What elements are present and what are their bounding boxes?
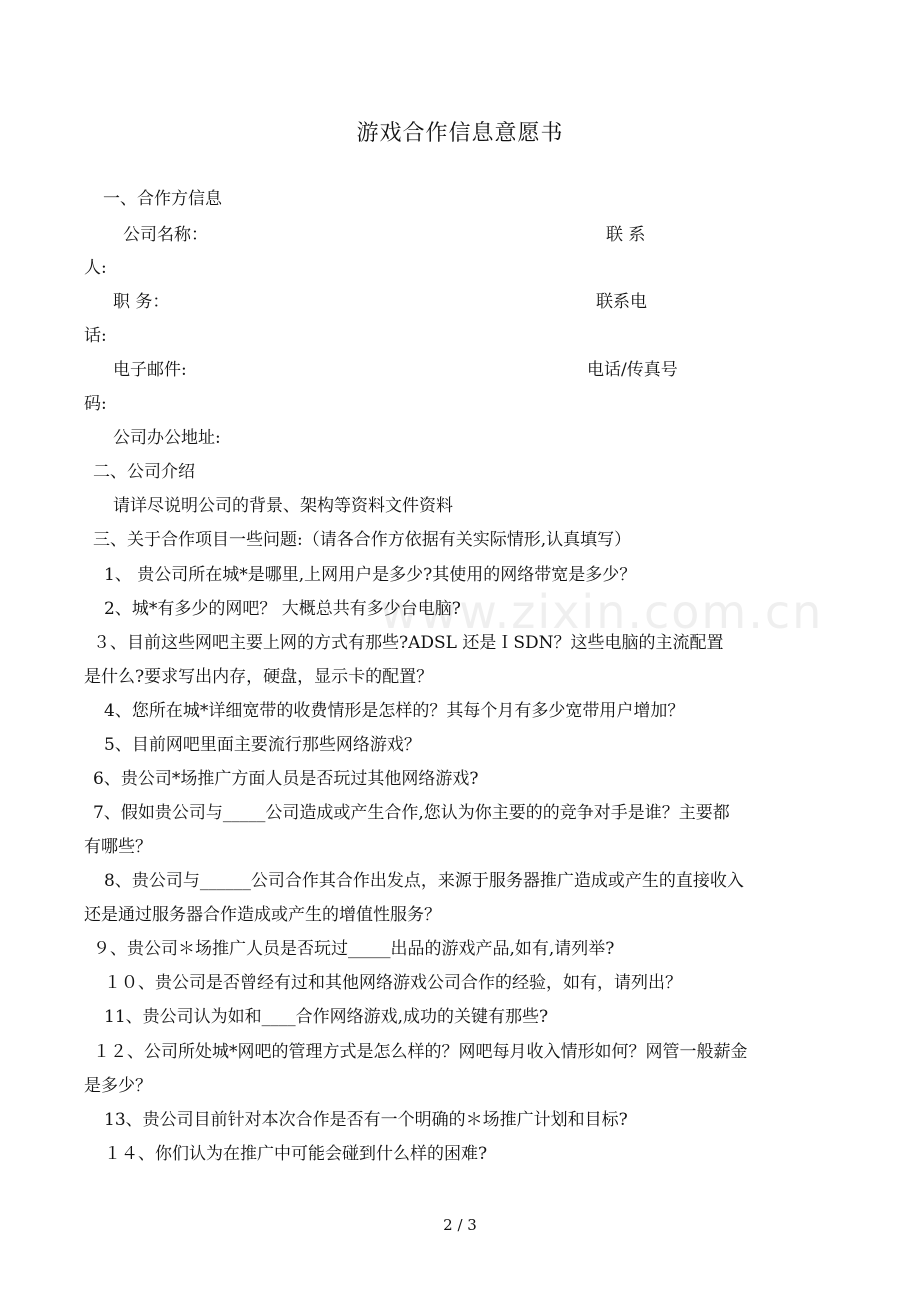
- question-11: 11、贵公司认为如和____合作网络游戏,成功的关键有那些?: [104, 1007, 549, 1027]
- contact-phone-label: 联系电: [596, 292, 647, 312]
- question-2: 2、城*有多少的网吧？ 大概总共有多少台电脑?: [104, 599, 461, 619]
- position-label: 职 务：: [113, 292, 170, 312]
- question-3: ３、目前这些网吧主要上网的方式有那些?ADSL 还是ＩSDN？这些电脑的主流配置: [93, 633, 724, 653]
- question-12-continued: 是多少？: [84, 1076, 152, 1096]
- contact-phone-label-wrap: 话:: [84, 326, 107, 346]
- question-6: 6、贵公司*场推广方面人员是否玩过其他网络游戏?: [93, 769, 479, 789]
- page-number: 2 / 3: [443, 1216, 477, 1234]
- question-1: 1、 贵公司所在城*是哪里,上网用户是多少?其使用的网络带宽是多少？: [104, 565, 637, 585]
- fax-label: 电话/传真号: [587, 360, 678, 380]
- section-2-text: 请详尽说明公司的背景、架构等资料文件资料: [113, 496, 453, 516]
- question-7: 7、假如贵公司与_____公司造成或产生合作,您认为你主要的的竞争对手是谁？主要都: [93, 803, 730, 823]
- question-14: １４、你们认为在推广中可能会碰到什么样的困难?: [104, 1144, 488, 1164]
- fax-label-wrap: 码:: [84, 394, 107, 414]
- question-9: ９、贵公司＊场推广人员是否玩过_____出品的游戏产品,如有,请列举?: [93, 939, 615, 959]
- company-name-label: 公司名称：: [123, 225, 208, 245]
- question-8: 8、贵公司与______公司合作其合作出发点，来源于服务器推广造成或产生的直接收入: [104, 871, 744, 891]
- contact-person-label-wrap: 人:: [84, 258, 107, 278]
- email-label: 电子邮件:: [113, 360, 187, 380]
- question-3-continued: 是什么?要求写出内存，硬盘，显示卡的配置？: [84, 667, 434, 687]
- section-3-heading: 三、关于合作项目一些问题:（请各合作方依据有关实际情形,认真填写）: [93, 530, 632, 550]
- address-label: 公司办公地址:: [113, 428, 221, 448]
- question-13: 13、贵公司目前针对本次合作是否有一个明确的＊场推广计划和目标?: [104, 1110, 628, 1130]
- question-5: 5、目前网吧里面主要流行那些网络游戏？: [104, 735, 421, 755]
- section-1-heading: 一、合作方信息: [103, 189, 222, 209]
- document-title: 游戏合作信息意愿书: [356, 121, 564, 146]
- question-7-continued: 有哪些？: [84, 837, 152, 857]
- question-10: １０、贵公司是否曾经有过和其他网络游戏公司合作的经验，如有，请列出？: [104, 973, 682, 993]
- question-12: １２、公司所处城*网吧的管理方式是怎么样的？网吧每月收入情形如何？网管一般薪金: [93, 1042, 748, 1062]
- question-8-continued: 还是通过服务器合作造成或产生的增值性服务？: [84, 905, 441, 925]
- contact-person-label: 联 系: [606, 225, 646, 245]
- watermark: www.zixin.com.cn: [380, 585, 824, 639]
- section-2-heading: 二、公司介绍: [93, 462, 195, 482]
- question-4: 4、您所在城*详细宽带的收费情形是怎样的？其每个月有多少宽带用户增加？: [104, 701, 685, 721]
